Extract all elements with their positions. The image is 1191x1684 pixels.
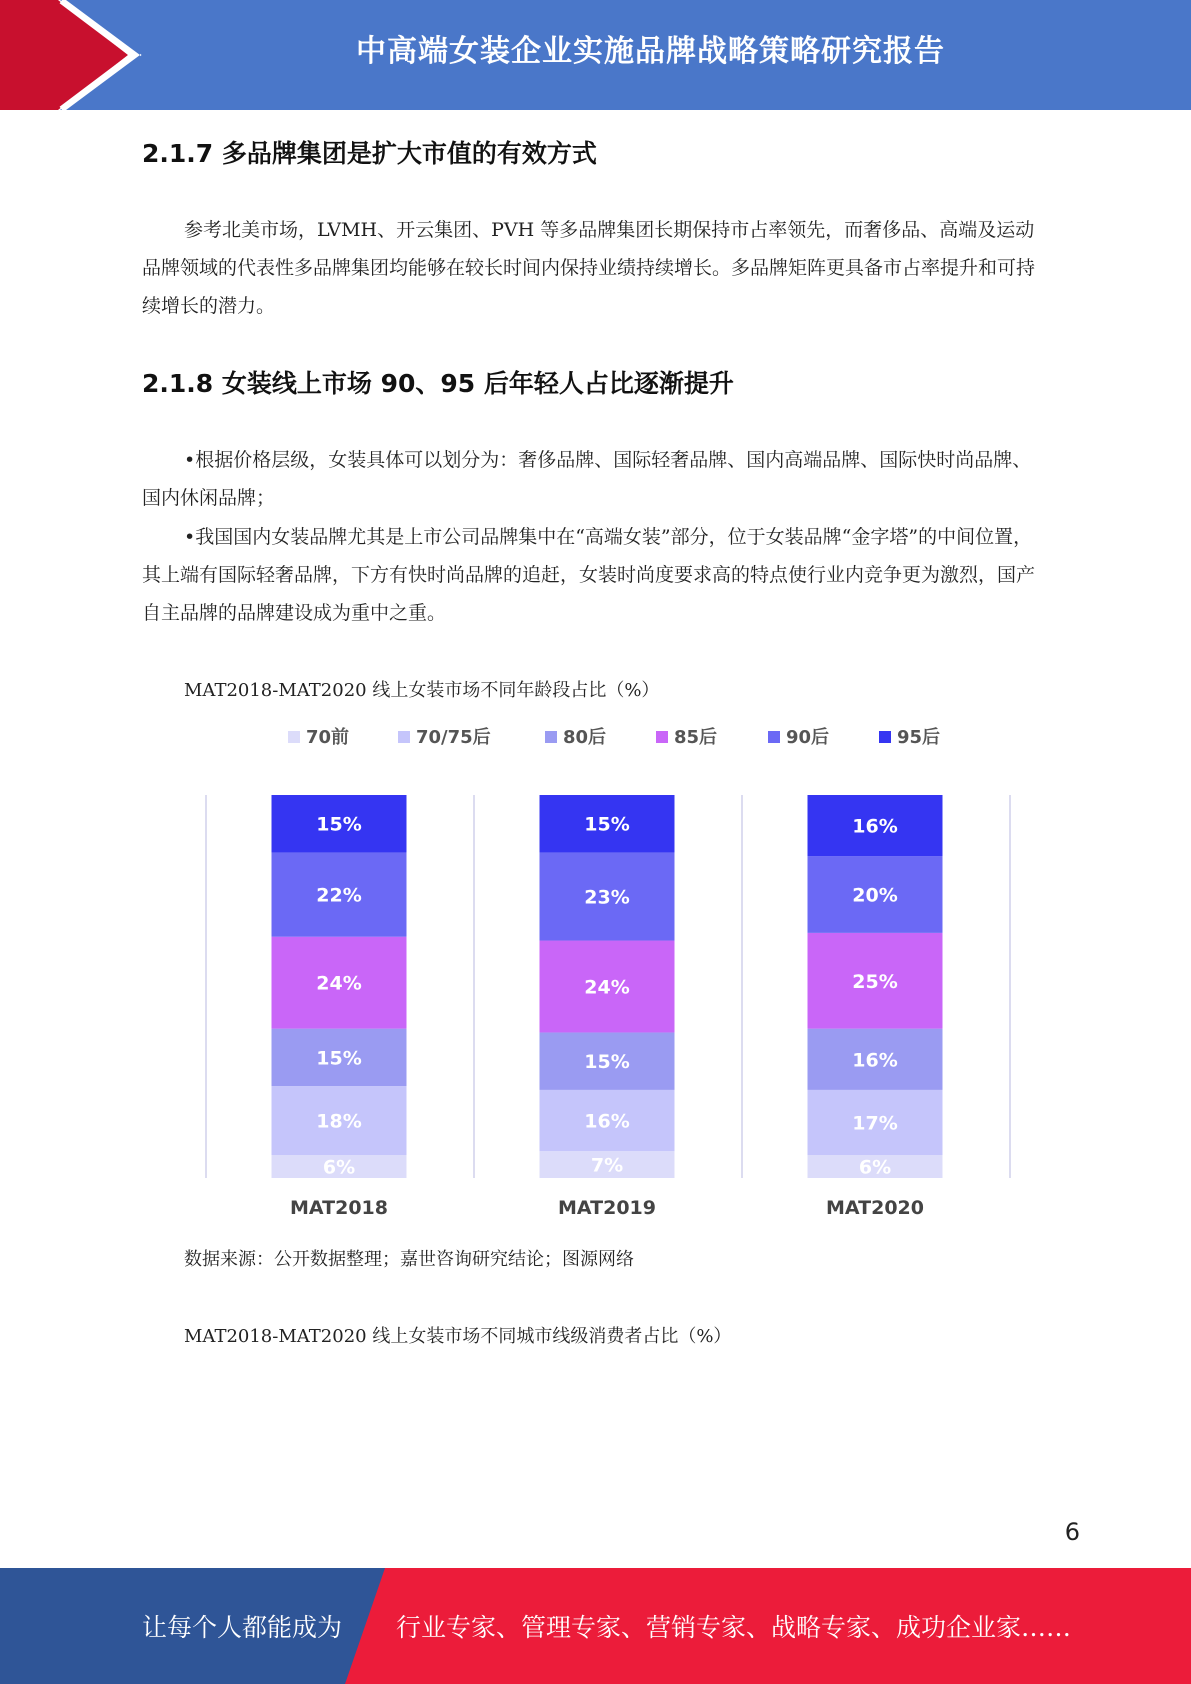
data-label: 15% bbox=[316, 813, 362, 836]
data-label: 16% bbox=[852, 1049, 898, 1072]
legend-label: 90后 bbox=[786, 727, 830, 748]
footer-slogan-right: 行业专家、管理专家、营销专家、战略专家、成功企业家…… bbox=[396, 1613, 1072, 1642]
header-arrow-decoration bbox=[0, 0, 160, 110]
data-label: 24% bbox=[584, 976, 630, 999]
data-label: 15% bbox=[584, 813, 630, 836]
data-label: 16% bbox=[852, 815, 898, 838]
legend-swatch bbox=[768, 731, 780, 743]
data-label: 7% bbox=[590, 1154, 624, 1177]
data-label: 20% bbox=[852, 884, 898, 907]
legend-label: 70/75后 bbox=[416, 727, 491, 748]
x-axis-label: MAT2020 bbox=[826, 1197, 924, 1219]
data-label: 15% bbox=[316, 1047, 362, 1070]
figure1-source: 数据来源：公开数据整理；嘉世咨询研究结论；图源网络 bbox=[184, 1249, 634, 1270]
page-footer bbox=[0, 1568, 1191, 1684]
legend-swatch bbox=[656, 731, 668, 743]
data-label: 6% bbox=[858, 1156, 892, 1179]
page-number: 6 bbox=[1064, 1518, 1080, 1546]
data-label: 22% bbox=[316, 884, 362, 907]
section-title-2-1-8: 2.1.8 女装线上市场 90、95 后年轻人占比逐渐提升 bbox=[142, 369, 734, 398]
legend-label: 80后 bbox=[563, 727, 607, 748]
legend-swatch bbox=[879, 731, 891, 743]
legend-label: 70前 bbox=[306, 727, 350, 748]
x-axis-label: MAT2019 bbox=[558, 1197, 656, 1219]
page-header bbox=[0, 0, 1191, 110]
bullet-domestic-brands: •我国国内女装品牌尤其是上市公司品牌集中在“高端女装”部分，位于女装品牌“金字塔”的中间位置，其上端有国际轻奢品牌，下方有快时尚品牌的追赶，女装时尚度要求高的特点使行业内竞争更为激烈，国产自主品牌的品牌建设成为重中之重。 bbox=[142, 526, 1036, 624]
data-label: 25% bbox=[852, 970, 898, 993]
legend-swatch bbox=[288, 731, 300, 743]
age-group-stacked-bar-chart bbox=[190, 715, 1020, 1225]
data-label: 24% bbox=[316, 972, 362, 995]
x-axis-label: MAT2018 bbox=[290, 1197, 388, 1219]
data-label: 6% bbox=[322, 1156, 356, 1179]
legend-swatch bbox=[545, 731, 557, 743]
legend-label: 95后 bbox=[897, 727, 941, 748]
data-label: 15% bbox=[584, 1051, 630, 1074]
data-label: 18% bbox=[316, 1110, 362, 1133]
data-label: 17% bbox=[852, 1112, 898, 1135]
data-label: 23% bbox=[584, 886, 630, 909]
paragraph-2-1-7: 参考北美市场，LVMH、开云集团、PVH 等多品牌集团长期保持市占率领先，而奢侈品、高端及运动品牌领域的代表性多品牌集团均能够在较长时间内保持业绩持续增长。多品牌矩阵更具备市占率提升和可持续增长的潜力。 bbox=[142, 219, 1036, 317]
section-title-2-1-7: 2.1.7 多品牌集团是扩大市值的有效方式 bbox=[142, 139, 597, 168]
legend-swatch bbox=[398, 731, 410, 743]
figure2-caption: MAT2018-MAT2020 线上女装市场不同城市线级消费者占比（%） bbox=[184, 1326, 732, 1347]
report-title: 中高端女装企业实施品牌战略策略研究报告 bbox=[356, 34, 945, 69]
figure1-caption: MAT2018-MAT2020 线上女装市场不同年龄段占比（%） bbox=[184, 680, 660, 701]
footer-slogan-left: 让每个人都能成为 bbox=[142, 1613, 343, 1642]
legend-label: 85后 bbox=[674, 727, 718, 748]
bullet-price-tiers: •根据价格层级，女装具体可以划分为：奢侈品牌、国际轻奢品牌、国内高端品牌、国际快时尚品牌、国内休闲品牌； bbox=[142, 449, 1032, 509]
data-label: 16% bbox=[584, 1110, 630, 1133]
